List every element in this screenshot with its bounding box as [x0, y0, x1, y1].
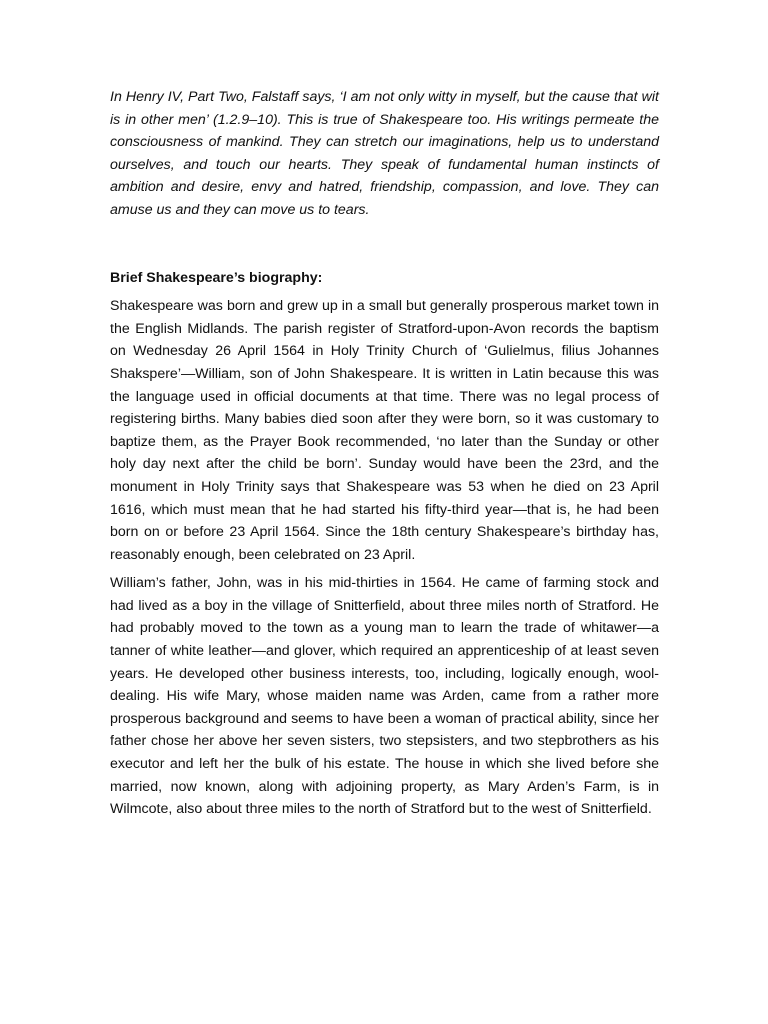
document-page	[110, 86, 659, 821]
biography-paragraph-1: Shakespeare was born and grew up in a small but generally prosperous market town in the English Midlands. The parish register of Stratford-upon-Avon records the baptism on Wednesday 26 April 1564 in Holy Trinity Church of ‘Gulielmus, filius Johannes Shakspere’—William, son of John Shakespeare. It is written in Latin because this was the language used in official documents at that time. There was no legal process of registering births. Many babies died soon after they were born, so it was customary to baptize them, as the Prayer Book recommended, ‘no later than the Sunday or other holy day next after the child be born’. Sunday would have been the 23rd, and the monument in Holy Trinity says that Shakespeare was 53 when he died on 23 April 1616, which must mean that he had started his fifty-third year—that is, he had been born on or before 23 April 1564. Since the 18th century Shakespeare’s birthday has, reasonably enough, been celebrated on 23 April.	[110, 298, 659, 563]
intro-paragraph: In Henry IV, Part Two, Falstaff says, ‘I am not only witty in myself, but the cause that wit is in other men’ (1.2.9–10). This is true of Shakespeare too. His writings permeate the consciousness of mankind. They can stretch our imaginations, help us to understand ourselves, and touch our hearts. They speak of fundamental human instincts of ambition and desire, envy and hatred, friendship, compassion, and love. They can amuse us and they can move us to tears.	[110, 89, 659, 218]
biography-paragraph-2: William’s father, John, was in his mid-thirties in 1564. He came of farming stock and had lived as a boy in the village of Snitterfield, about three miles north of Stratford. He had probably moved to the town as a young man to learn the trade of whitawer—a tanner of white leather—and glover, which required an apprenticeship of at least seven years. He developed other business interests, too, including, logically enough, wool-dealing. His wife Mary, whose maiden name was Arden, came from a rather more prosperous background and seems to have been a woman of practical ability, since her father chose her above her seven sisters, two stepsisters, and two stepbrothers as his executor and left her the bulk of his estate. The house in which she lived before she married, now known, along with adjoining property, as Mary Arden’s Farm, is in Wilmcote, also about three miles to the north of Stratford but to the west of Snitterfield.	[110, 575, 659, 818]
section-heading: Brief Shakespeare’s biography:	[110, 269, 323, 286]
